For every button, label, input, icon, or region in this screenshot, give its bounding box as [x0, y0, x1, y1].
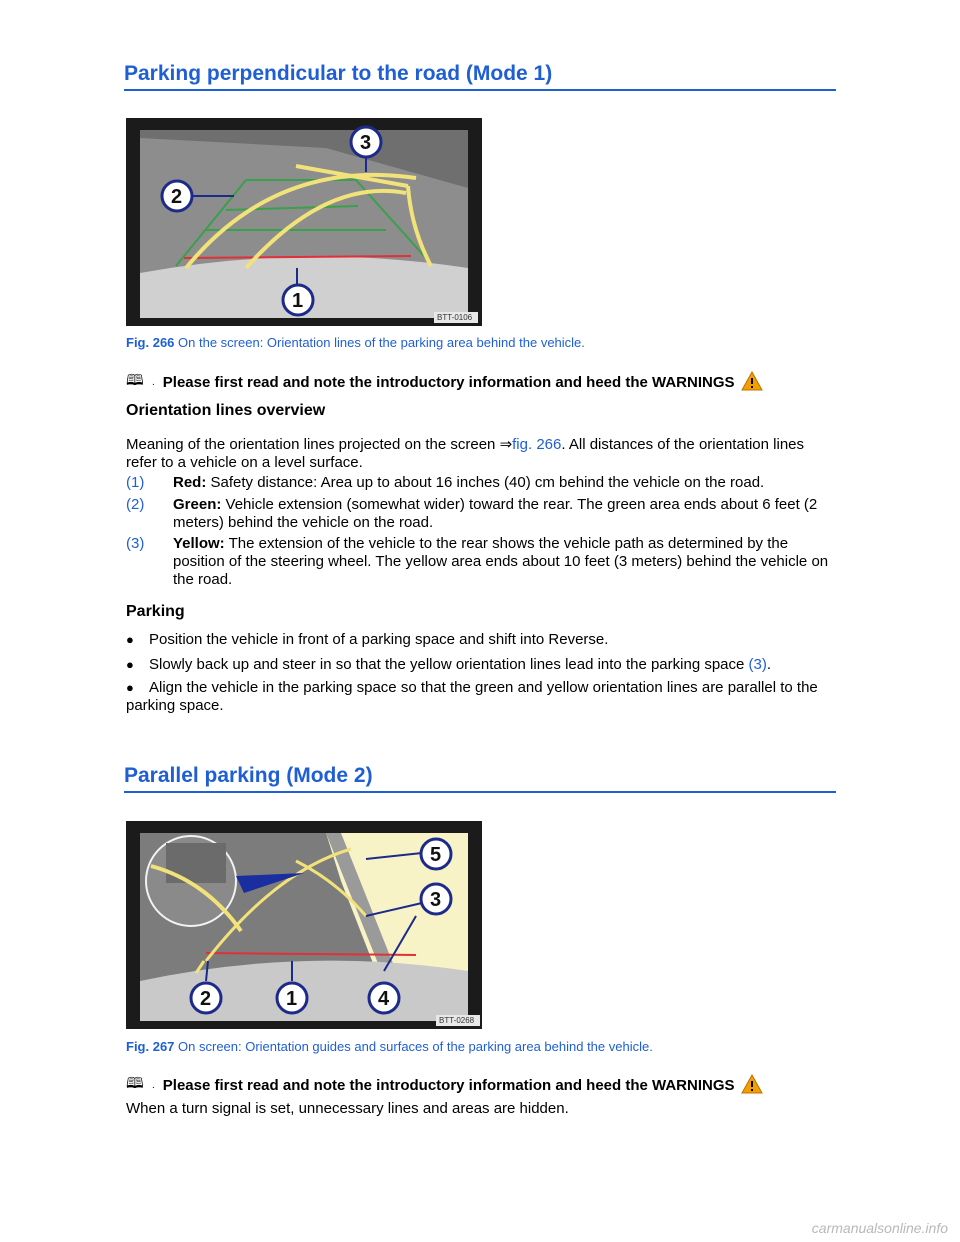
- orientation-intro: [126, 436, 826, 472]
- list-text: The extension of the vehicle to the rear shows the vehicle path as determined by the position of the steering wheel. The yellow area ends about 10 feet (3 meters) behind the vehicle on the road.: [173, 535, 829, 588]
- list-label: Red:: [173, 474, 207, 491]
- figure-266: [126, 118, 482, 326]
- callout-2-label: 2: [171, 186, 183, 208]
- bullet-dot: ●: [126, 657, 134, 672]
- figure-267-caption: [126, 1039, 653, 1054]
- list-item-red: [126, 474, 836, 492]
- callout-4-label: 4: [378, 988, 390, 1010]
- separator-dot: .: [152, 1080, 155, 1091]
- figure-266-caption: [126, 335, 585, 350]
- bullet-text: Align the vehicle in the parking space so that the green and yellow orientation lines are parallel to the parking space.: [126, 679, 818, 714]
- bullet-dot: ●: [126, 632, 134, 647]
- list-text: Vehicle extension (somewhat wider) toward the rear. The green area ends about 6 feet (2 meters) behind the vehicle on the road.: [173, 496, 818, 531]
- open-book-icon: 🕮: [126, 372, 144, 389]
- caption-label: Fig. 266: [126, 335, 175, 350]
- turn-signal-note: When a turn signal is set, unnecessary lines and areas are hidden.: [126, 1100, 569, 1117]
- bullet-item: [126, 679, 836, 715]
- list-label: Green:: [173, 496, 222, 513]
- bullet-item: [126, 656, 836, 674]
- read-first-note: [126, 370, 763, 395]
- intro-text-b: . All distances of the orientation lines refer to a vehicle on a level surface.: [126, 436, 805, 471]
- bullet-tail: .: [766, 656, 772, 673]
- warning-triangle-icon[interactable]: [741, 371, 763, 395]
- figure-266-tag: BTT-0106: [437, 313, 473, 322]
- warning-triangle-icon[interactable]: [741, 1074, 763, 1098]
- read-first-text: Please first read and note the introductory information and heed the WARNINGS: [162, 1077, 735, 1094]
- bullet-dot: ●: [126, 680, 134, 695]
- list-number: (3): [126, 535, 145, 552]
- list-number: (2): [126, 496, 145, 513]
- read-first-note: [126, 1073, 763, 1098]
- watermark: carmanualsonline.info: [811, 1220, 948, 1236]
- callout-3-label: 3: [360, 132, 372, 154]
- caption-text: On screen: Orientation guides and surfaces of the parking area behind the vehicle.: [174, 1039, 653, 1054]
- caption-text: On the screen: Orientation lines of the parking area behind the vehicle.: [174, 335, 585, 350]
- list-item-yellow: [126, 535, 836, 589]
- bullet-text: Slowly back up and steer in so that the yellow orientation lines lead into the parking space: [149, 656, 749, 673]
- read-first-text: Please first read and note the introductory information and heed the WARNINGS: [162, 374, 735, 391]
- figure-267: [126, 821, 482, 1029]
- callout-5-label: 5: [430, 844, 442, 866]
- separator-dot: .: [152, 377, 155, 388]
- bullet-item: [126, 631, 836, 649]
- section-title-mode-2: Parallel parking (Mode 2): [124, 764, 836, 793]
- subhead-parking: Parking: [126, 603, 185, 620]
- intro-text-a: Meaning of the orientation lines projected on the screen ⇒: [126, 436, 513, 453]
- list-number: (1): [126, 474, 145, 491]
- callout-2-label: 2: [200, 988, 212, 1010]
- bullet-text: Position the vehicle in front of a parking space and shift into Reverse.: [149, 631, 609, 648]
- callout-3-label: 3: [430, 889, 442, 911]
- open-book-icon: 🕮: [126, 1075, 144, 1092]
- list-label: Yellow:: [173, 535, 225, 552]
- callout-1-label: 1: [292, 290, 304, 312]
- caption-label: Fig. 267: [126, 1039, 175, 1054]
- list-item-green: [126, 496, 836, 532]
- figure-266-illustration: [126, 118, 482, 326]
- figure-267-illustration: [126, 821, 482, 1029]
- fig-266-link[interactable]: fig. 266: [512, 436, 562, 453]
- figure-267-tag: BTT-0268: [439, 1016, 475, 1025]
- callout-1-label: 1: [286, 988, 298, 1010]
- item-3-link[interactable]: (3): [748, 656, 767, 673]
- section-title-mode-1: Parking perpendicular to the road (Mode 1): [124, 62, 836, 91]
- list-text: Safety distance: Area up to about 16 inches (40) cm behind the vehicle on the road.: [206, 474, 765, 491]
- subhead-orientation-lines: Orientation lines overview: [126, 402, 326, 419]
